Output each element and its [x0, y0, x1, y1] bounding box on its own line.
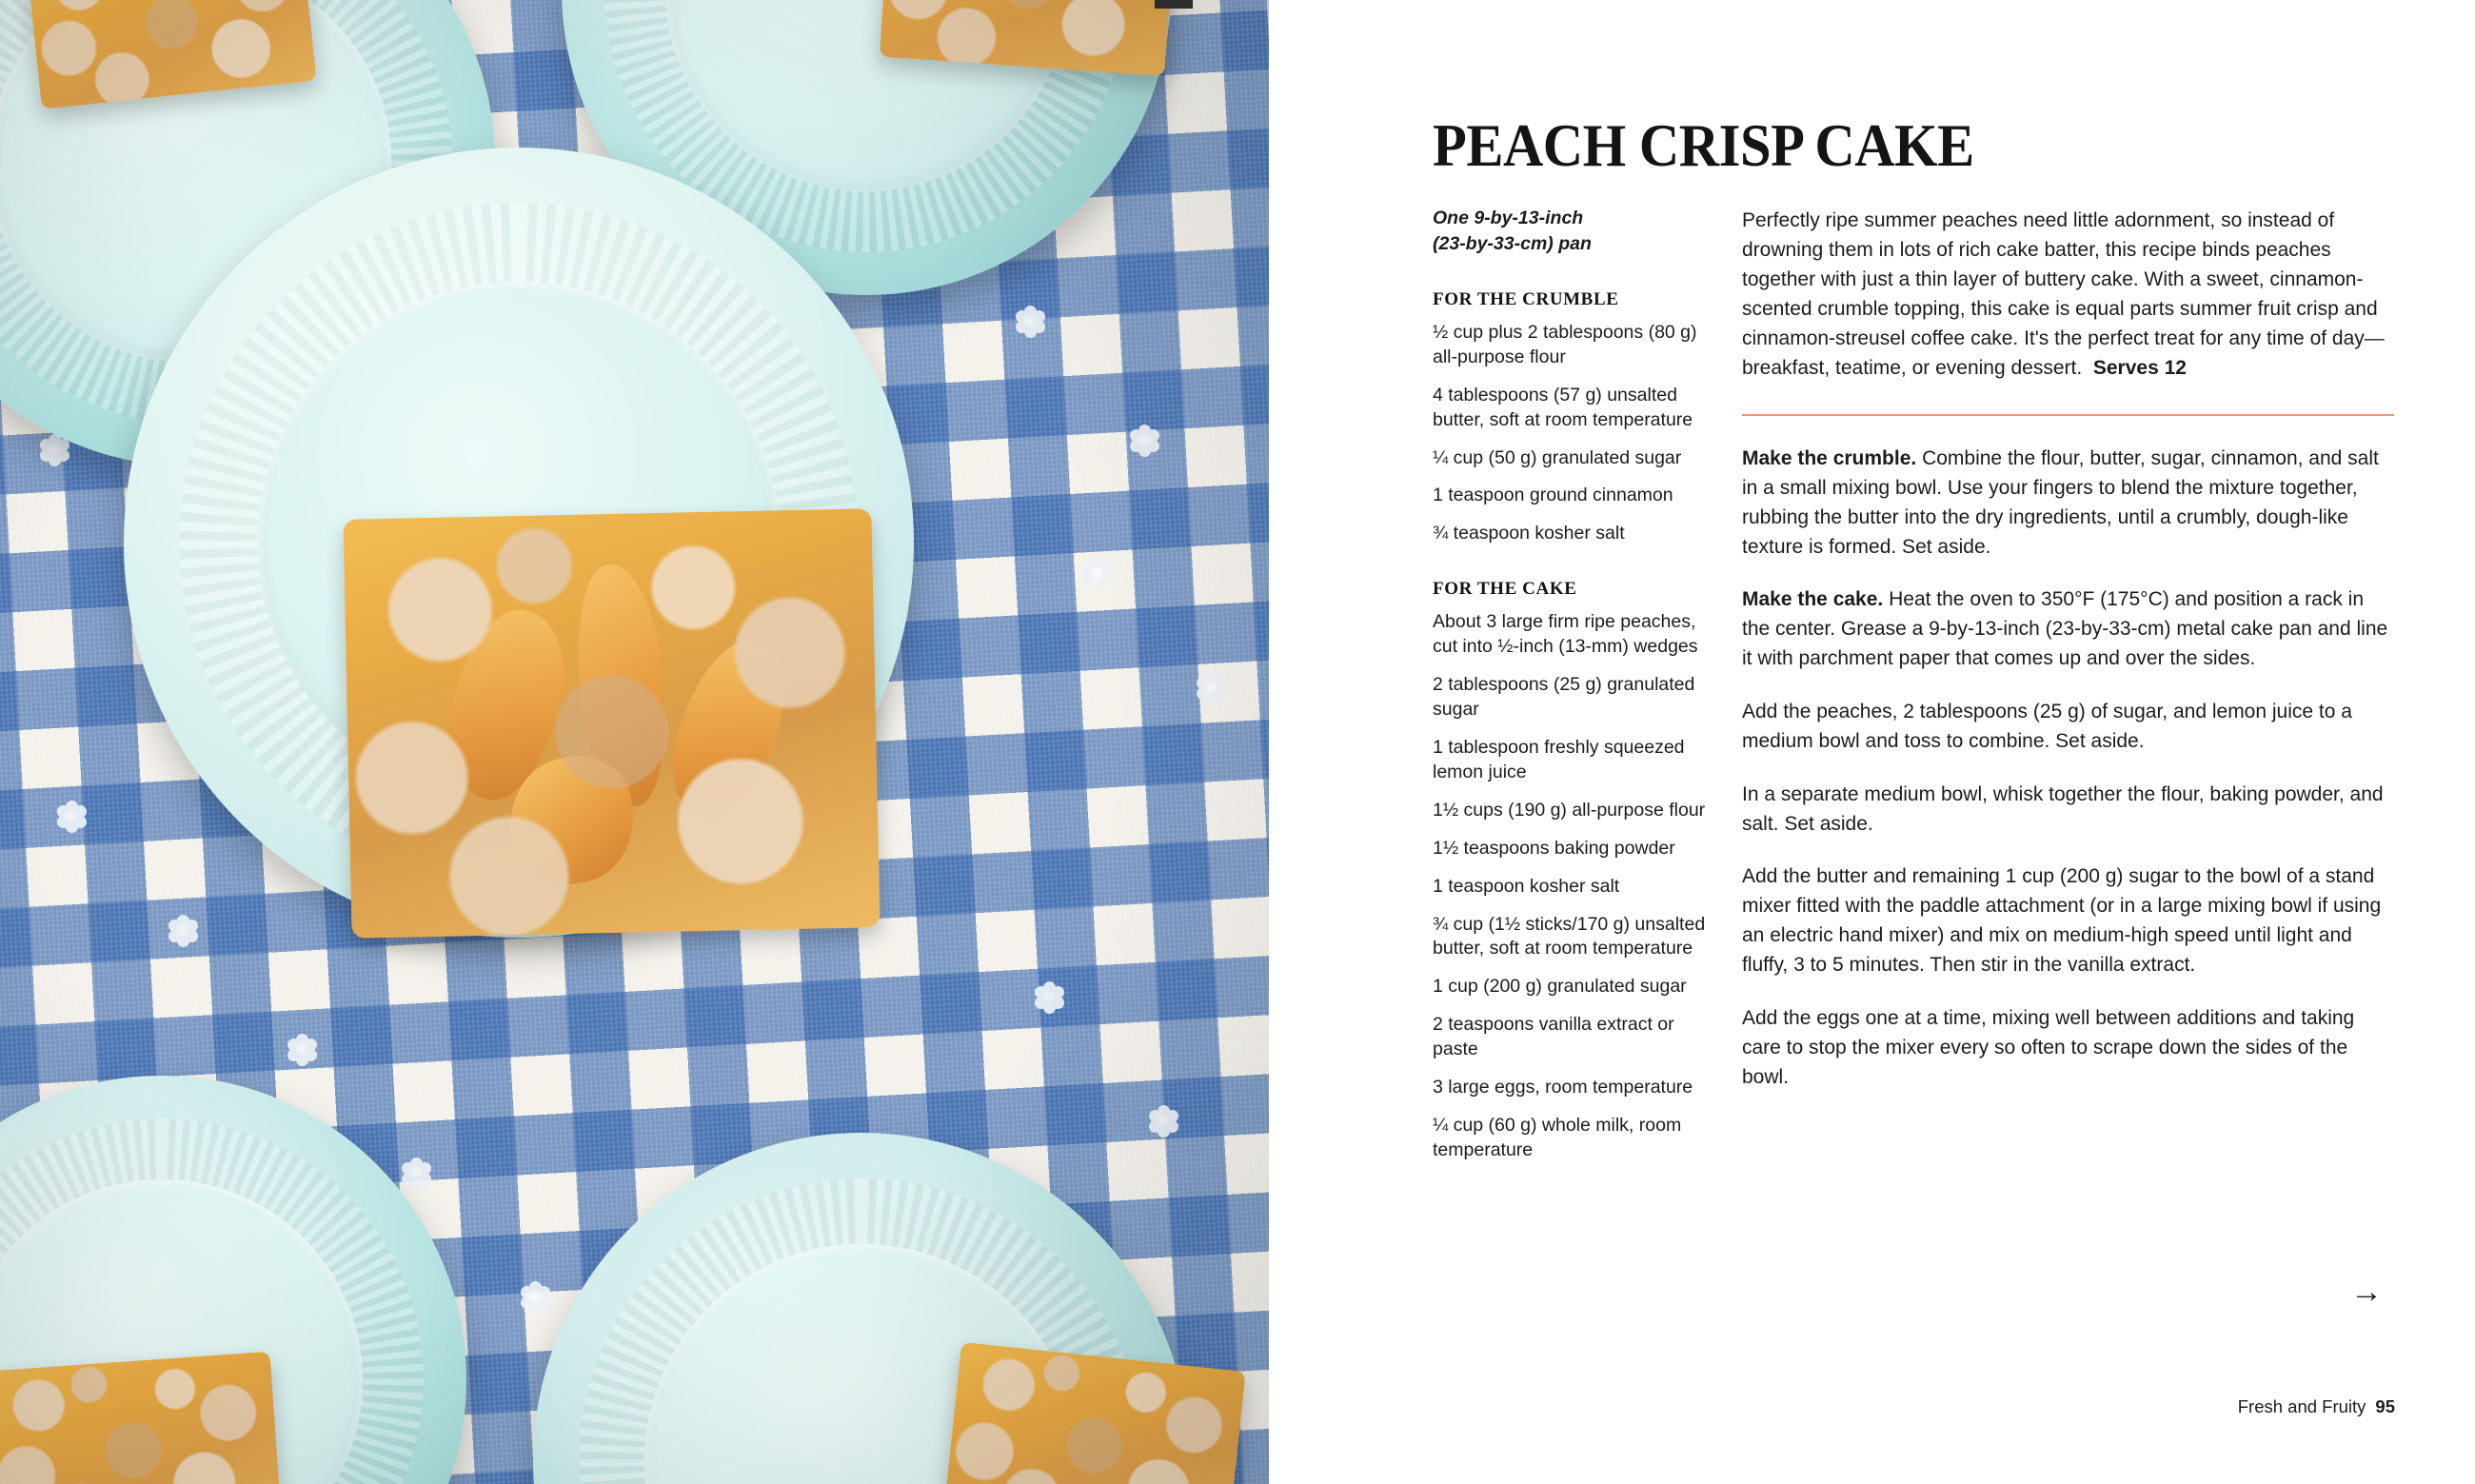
page-top-mark [1155, 0, 1193, 9]
daisy-motif-icon [1080, 557, 1113, 589]
page-footer [1269, 1396, 2395, 1417]
list-item: 3 large eggs, room temperature [1433, 1077, 1693, 1098]
list-item: ¾ teaspoon kosher salt [1433, 523, 1625, 544]
step-3 [1742, 698, 2394, 757]
list-item: 2 tablespoons (25 g) granulated sugar [1433, 674, 1695, 721]
pan-size-note: One 9-by-13-inch (23-by-33-cm) pan [1433, 208, 1592, 254]
list-item: ¼ cup (60 g) whole milk, room temperature [1433, 1115, 1682, 1161]
list-item: ¾ cup (1½ sticks/170 g) unsalted butter, soft at room temperature [1433, 913, 1706, 960]
list-item: 2 teaspoons vanilla extract or paste [1433, 1014, 1674, 1060]
ingredient-group-cake [1433, 579, 1706, 1163]
recipe-text-page [1269, 0, 2475, 1484]
step-text: Heat the oven to 350°F (175°C) and position a rack in the center. Grease a 9-by-13-inch (23-by-33-cm) metal cake pan and line it with parchment paper that comes up and over the sides. [1742, 588, 2388, 670]
cake-slice [0, 1352, 282, 1484]
daisy-motif-icon [519, 1280, 551, 1313]
step-6 [1742, 1004, 2394, 1093]
recipe-columns [1433, 206, 2394, 1196]
serves-label: Serves 12 [2092, 357, 2187, 380]
page-title: PEACH CRISP CAKE [1433, 112, 1974, 180]
ingredient-list-crumble [1433, 321, 1706, 546]
daisy-motif-icon [1195, 671, 1227, 703]
step-text: Add the peaches, 2 tablespoons (25 g) of sugar, and lemon juice to a medium bowl and toss to combine. Set aside. [1742, 700, 2352, 752]
daisy-motif-icon [167, 914, 199, 946]
step-lead: Make the cake. [1742, 588, 1884, 611]
step-text: In a separate medium bowl, whisk together the flour, baking powder, and salt. Set aside. [1742, 782, 2384, 835]
ingredient-group-heading: FOR THE CRUMBLE [1433, 288, 1619, 309]
step-2 [1742, 585, 2394, 674]
ingredient-list-cake [1433, 610, 1706, 1163]
list-item: 4 tablespoons (57 g) unsalted butter, soft at room temperature [1433, 384, 1693, 430]
section-divider [1742, 414, 2394, 416]
list-item: 1½ cups (190 g) all-purpose flour [1433, 799, 1706, 821]
step-text: Combine the flour, butter, sugar, cinnamon, and salt in a small mixing bowl. Use your fingers to blend the mixture together, rubbing the butter into the dry ingredients, until a crumbly, dough-like texture is formed. Set aside. [1742, 446, 2379, 558]
daisy-motif-icon [55, 800, 88, 832]
list-item: 1 teaspoon ground cinnamon [1433, 485, 1673, 506]
continued-arrow-icon: → [2350, 1274, 2383, 1310]
ingredients-column [1433, 206, 1706, 1196]
daisy-motif-icon [286, 1033, 318, 1065]
daisy-motif-icon [1128, 424, 1160, 456]
daisy-motif-icon [1033, 980, 1065, 1013]
list-item: About 3 large firm ripe peaches, cut into ½-inch (13-mm) wedges [1433, 611, 1698, 658]
footer-chapter-label: Fresh and Fruity [2237, 1396, 2366, 1416]
page-number: 95 [2375, 1396, 2395, 1416]
ingredient-group-heading: FOR THE CAKE [1433, 579, 1577, 600]
cake-slice-hero [343, 508, 880, 939]
list-item: ½ cup plus 2 tablespoons (80 g) all-purpose flour [1433, 321, 1697, 367]
ingredient-group-crumble [1433, 289, 1706, 546]
daisy-motif-icon [1147, 1104, 1179, 1137]
step-4 [1742, 781, 2394, 840]
daisy-motif-icon [1014, 305, 1046, 337]
list-item: 1 teaspoon kosher salt [1433, 875, 1620, 897]
intro-text: Perfectly ripe summer peaches need little adornment, so instead of drowning them in lots of rich cake batter, this recipe binds peaches together with just a thin layer of buttery cake. With a sweet, cinnamon-scented crumble topping, this cake is equal parts summer fruit crisp and cinnamon-streusel coffee cake. It's the perfect treat for any time of day—breakfast, teatime, or evening dessert. [1742, 209, 2385, 380]
recipe-intro [1742, 206, 2394, 383]
list-item: 1 tablespoon freshly squeezed lemon juice [1433, 736, 1685, 782]
step-5 [1742, 862, 2394, 979]
list-item: 1½ teaspoons baking powder [1433, 837, 1675, 859]
step-text: Add the butter and remaining 1 cup (200 g) sugar to the bowl of a stand mixer fitted with the paddle attachment (or in a large mixing bowl if using an electric hand mixer) and mix on medium-high speed until light and fluffy, 3 to 5 minutes. Then stir in the vanilla extract. [1742, 865, 2382, 976]
list-item: ¼ cup (50 g) granulated sugar [1433, 446, 1682, 468]
step-text: Add the eggs one at a time, mixing well between additions and taking care to stop the mixer every so often to scrape down the sides of the bowl. [1742, 1006, 2355, 1088]
instructions-column [1742, 206, 2394, 1196]
step-lead: Make the crumble. [1742, 446, 1917, 469]
step-1 [1742, 445, 2394, 562]
daisy-motif-icon [400, 1157, 432, 1189]
list-item: 1 cup (200 g) granulated sugar [1433, 976, 1687, 998]
